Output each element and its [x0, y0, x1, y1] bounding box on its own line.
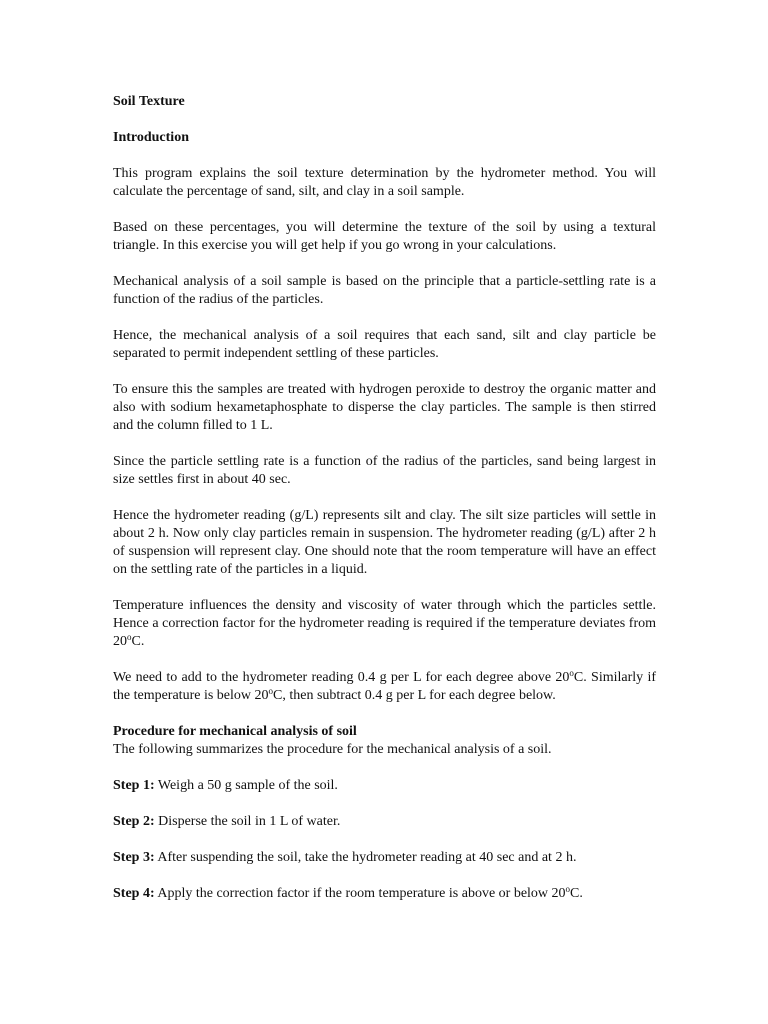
procedure-heading: Procedure for mechanical analysis of soil — [113, 724, 357, 739]
paragraph-8 — [113, 597, 656, 651]
step-4-label: Step 4: — [113, 886, 155, 901]
introduction-heading: Introduction — [113, 130, 189, 145]
step-4 — [113, 885, 656, 903]
paragraph-9-part-2: C. Similarly if the temperature is below 20 — [113, 670, 657, 703]
step-2 — [113, 813, 656, 831]
paragraph-9-part-1: We need to add to the hydrometer reading 0.4 g per L for each degree above 20 — [113, 670, 570, 685]
step-3 — [113, 849, 656, 867]
paragraph-2: Based on these percentages, you will determine the texture of the soil by using a textural triangle. In this exercise you will get help if you go wrong in your calculations. — [113, 220, 656, 253]
paragraph-4: Hence, the mechanical analysis of a soil requires that each sand, silt and clay particle be separated to permit independent settling of these particles. — [113, 328, 656, 361]
paragraph-3: Mechanical analysis of a soil sample is based on the principle that a particle-settling rate is a function of the radius of the particles. — [113, 274, 656, 307]
step-2-text: Disperse the soil in 1 L of water. — [154, 814, 341, 829]
procedure-intro: The following summarizes the procedure for the mechanical analysis of a soil. — [113, 742, 552, 757]
step-1 — [113, 777, 656, 795]
degree-superscript: o — [565, 884, 571, 894]
step-1-label: Step 1: — [113, 778, 155, 793]
step-4-end: C. — [570, 886, 583, 901]
step-3-label: Step 3: — [113, 850, 155, 865]
paragraph-9-part-3: C, then subtract 0.4 g per L for each degree below. — [273, 688, 556, 703]
step-4-text: Apply the correction factor if the room temperature is above or below 20 — [154, 886, 566, 901]
degree-superscript: o — [127, 632, 132, 642]
step-2-label: Step 2: — [113, 814, 155, 829]
paragraph-6: Since the particle settling rate is a function of the radius of the particles, sand being largest in size settles first in about 40 sec. — [113, 454, 656, 487]
degree-superscript: o — [268, 686, 274, 696]
step-1-text: Weigh a 50 g sample of the soil. — [154, 778, 338, 793]
paragraph-8-end: C. — [131, 634, 145, 649]
paragraph-5: To ensure this the samples are treated with hydrogen peroxide to destroy the organic matter and also with sodium hexametaphosphate to disperse the clay particles. The sample is then stirred and the column filled to 1 L. — [113, 382, 656, 433]
document-title: Soil Texture — [113, 94, 185, 109]
degree-superscript: o — [569, 668, 574, 678]
paragraph-7: Hence the hydrometer reading (g/L) represents silt and clay. The silt size particles will settle in about 2 h. Now only clay particles remain in suspension. The hydrometer reading (g/L) after 2 h of suspension will represent clay. One should note that the room temperature will have an effect on the settling rate of the particles in a liquid. — [113, 508, 656, 577]
paragraph-1: This program explains the soil texture determination by the hydrometer method. You will calculate the percentage of sand, silt, and clay in a soil sample. — [113, 166, 656, 199]
paragraph-9 — [113, 669, 656, 705]
step-3-text: After suspending the soil, take the hydrometer reading at 40 sec and at 2 h. — [154, 850, 577, 865]
paragraph-8-text: Temperature influences the density and viscosity of water through which the particles settle. Hence a correction factor for the hydrometer reading is required if the temperature deviates from 20 — [113, 598, 656, 649]
